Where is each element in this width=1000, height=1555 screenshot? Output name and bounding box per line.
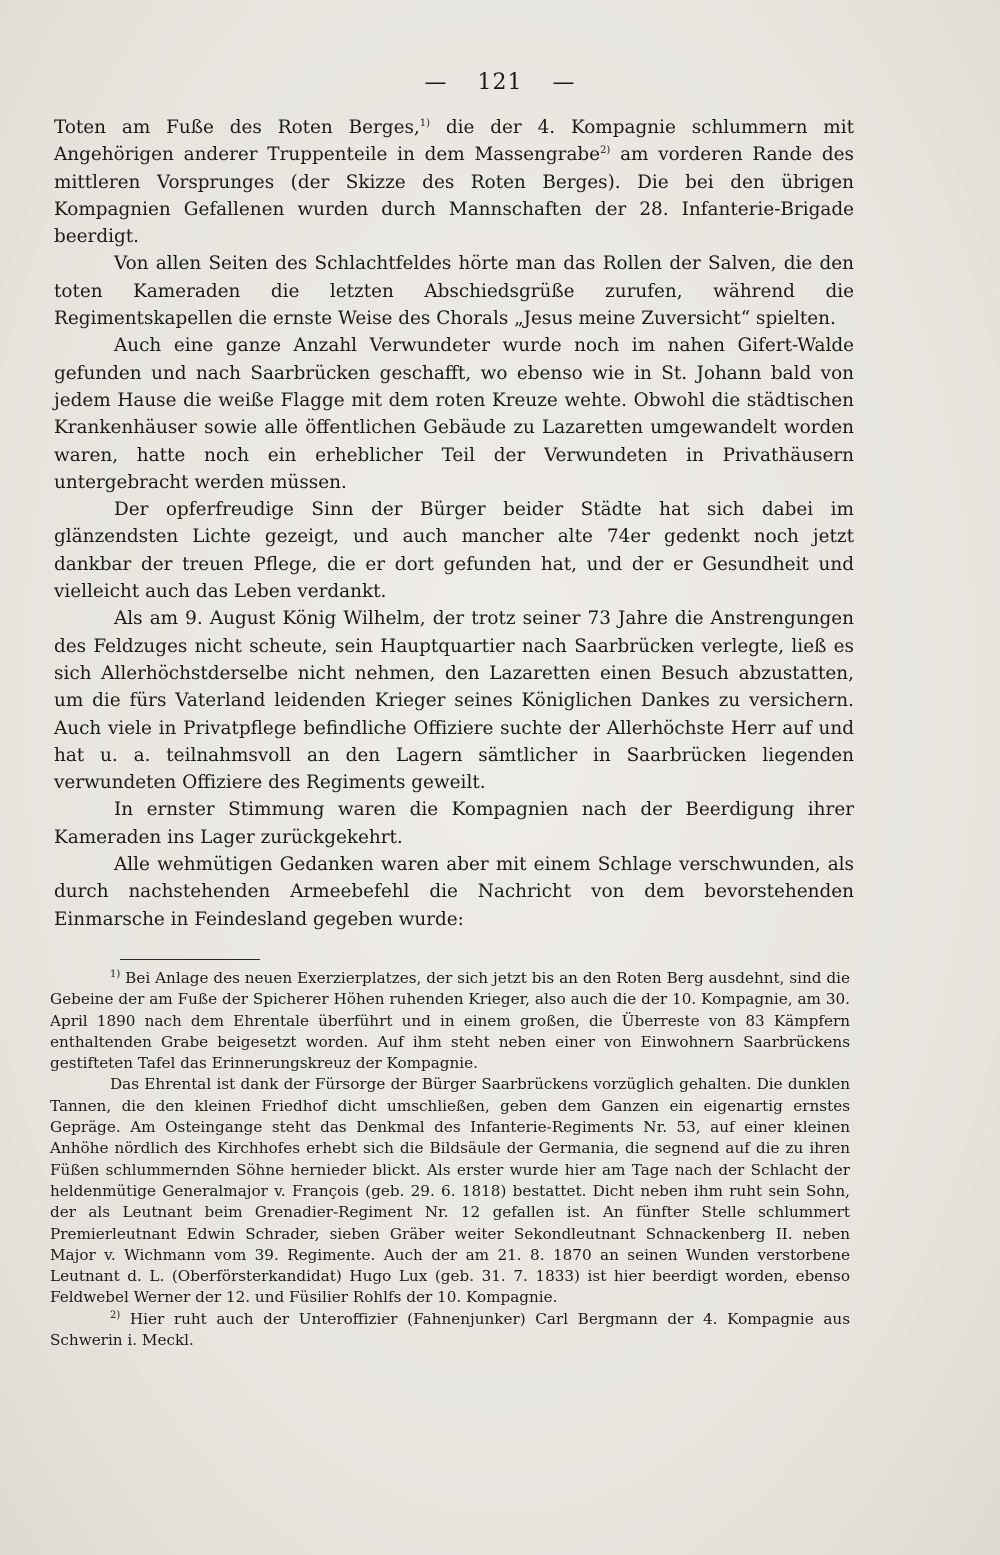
footnotes	[50, 968, 850, 1351]
page-header	[0, 70, 1000, 95]
footnote-ref-2: 2)	[600, 145, 611, 157]
footnote-1-continuation	[50, 1074, 850, 1308]
paragraph-text: Toten am Fuße des Roten Berges,	[54, 117, 420, 138]
header-dash-left: —	[424, 70, 448, 95]
paragraph: Als am 9. August König Wilhelm, der trotz seiner 73 Jahre die Anstrengungen des Feldzuges nicht scheute, sein Hauptquartier nach Saarbrücken verlegte, ließ es sich Allerhöchstderselbe nicht nehmen, den Lazaretten einen Besuch abzustatten, um die fürs Vaterland leidenden Krieger seines Königlichen Dankes zu versichern. Auch viele in Privatpflege befindliche Offiziere suchte der Allerhöchste Herr auf und hat u. a. teilnahmsvoll an den Lagern sämtlicher in Saarbrücken liegenden verwundeten Offiziere des Regiments geweilt.	[54, 608, 854, 794]
footnote-marker: 1)	[110, 968, 121, 980]
footnote-text: Das Ehrental ist dank der Fürsorge der Bürger Saarbrückens vorzüglich gehalten. Die dunklen Tannen, die den kleinen Friedhof dicht umschließen, geben dem Ganzen ein eigenartig ernstes Gepräge. Am Osteingange steht das Denkmal des Infanterie-Regiments Nr. 53, auf einer kleinen Anhöhe nördlich des Kirchhofes erhebt sich die Bildsäule der Germania, die segnend auf die zu ihren Füßen schlummernden Söhne hernieder blickt. Als erster wurde hier am Tage nach der Schlacht der heldenmütige Generalmajor v. François (geb. 29. 6. 1818) bestattet. Dicht neben ihm ruht sein Sohn, der als Leutnant beim Grenadier-Regiment Nr. 12 gefallen ist. An fünfter Stelle schlummert Premierleutnant Edwin Schrader, sieben Gräber weiter Sekondleutnant Schnackenberg II. neben Major v. Wichmann vom 39. Regimente. Auch der am 21. 8. 1870 an seinen Wunden verstorbene Leutnant d. L. (Oberförsterkandidat) Hugo Lux (geb. 31. 7. 1833) ist hier beerdigt worden, ebenso Feldwebel Werner der 12. und Füsilier Rohlfs der 10. Kompagnie.	[50, 1075, 850, 1307]
footnote-divider	[120, 959, 260, 960]
header-dash-right: —	[552, 70, 576, 95]
footnote-1	[50, 968, 850, 1074]
footnote-2	[50, 1309, 850, 1352]
footnote-marker: 2)	[110, 1309, 121, 1321]
paragraph: In ernster Stimmung waren die Kompagnien nach der Beerdigung ihrer Kameraden ins Lager zurückgekehrt.	[54, 799, 854, 848]
footnote-ref-1: 1)	[419, 117, 431, 129]
footnote-text: Hier ruht auch der Unteroffizier (Fahnenjunker) Carl Bergmann der 4. Kompagnie aus Schwerin i. Meckl.	[50, 1309, 850, 1350]
footnote-text: Bei Anlage des neuen Exerzierplatzes, der sich jetzt bis an den Roten Berg ausdehnt, sind die Gebeine der am Fuße der Spicherer Höhen ruhenden Krieger, also auch die der 10. Kompagnie, am 30. April 1890 nach dem Ehrentale überführt und in einem großen, die Überreste von 83 Kämpfern enthaltenden Grabe beigesetzt worden. Auf ihm steht neben einer von Einwohnern Saarbrückens gestifteten Tafel das Erinnerungskreuz der Kompagnie.	[50, 969, 850, 1073]
paragraph-text: am vorderen Rande des mittleren Vorsprunges (der Skizze des Roten Berges). Die bei den übrigen Kompagnien Gefallenen wurden durch Mannschaften der 28. Infanterie-Brigade beerdigt.	[54, 144, 854, 248]
paragraph: Auch eine ganze Anzahl Verwundeter wurde noch im nahen Gifert-Walde gefunden und nach Saarbrücken geschafft, wo ebenso wie in St. Johann bald von jedem Hause die weiße Flagge mit dem roten Kreuze wehte. Obwohl die städtischen Krankenhäuser sowie alle öffentlichen Gebäude zu Lazaretten umgewandelt worden waren, hatte noch ein erheblicher Teil der Verwundeten in Privathäusern untergebracht werden müssen.	[54, 335, 854, 493]
paragraph-text: die der 4. Kompagnie schlummern mit Angehörigen anderer Truppenteile in dem Massengrabe	[54, 117, 854, 166]
paragraph: Der opferfreudige Sinn der Bürger beider Städte hat sich dabei im glänzendsten Lichte gezeigt, und auch mancher alte 74er gedenkt noch jetzt dankbar der treuen Pflege, die er dort gefunden hat, und der er Gesundheit und vielleicht auch das Leben verdankt.	[54, 499, 854, 603]
main-text	[54, 114, 854, 933]
paragraph: Von allen Seiten des Schlachtfeldes hörte man das Rollen der Salven, die den toten Kameraden die letzten Abschiedsgrüße zurufen, während die Regimentskapellen die ernste Weise des Chorals „Jesus meine Zuversicht“ spielten.	[54, 253, 854, 330]
page-number: 121	[477, 70, 523, 95]
paragraph: Alle wehmütigen Gedanken waren aber mit einem Schlage verschwunden, als durch nachstehenden Armeebefehl die Nachricht von dem bevorstehenden Einmarsche in Feindesland gegeben wurde:	[54, 854, 854, 930]
paragraph-continuation	[54, 114, 854, 250]
